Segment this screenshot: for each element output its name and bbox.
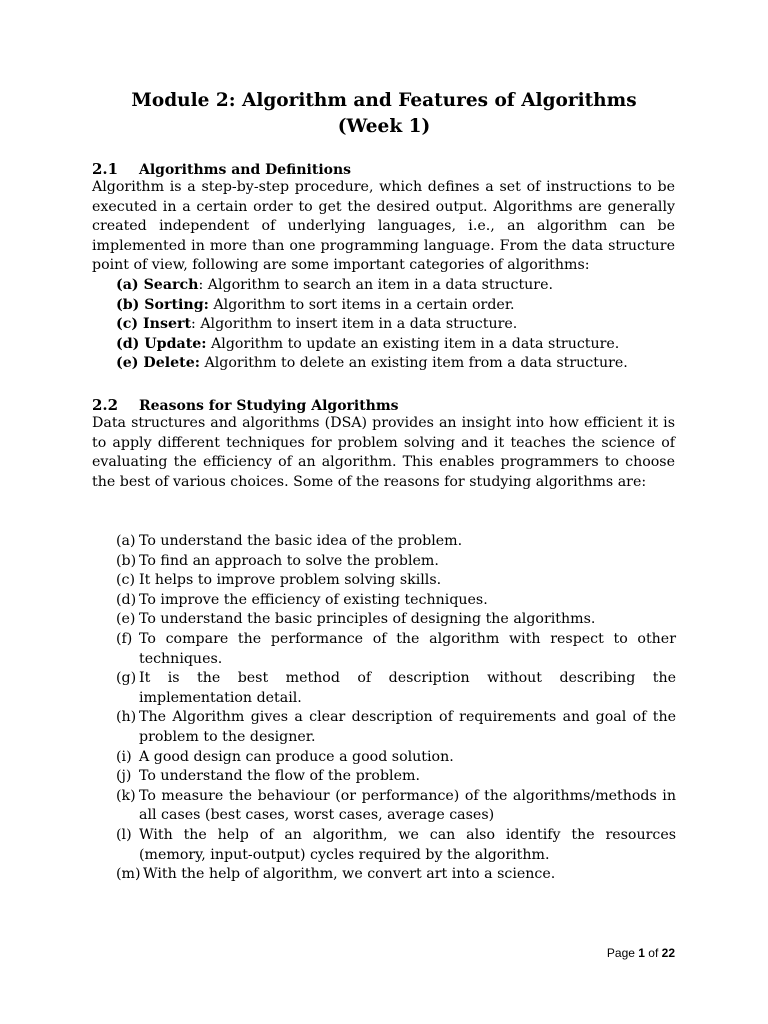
title-line-2: (Week 1)	[337, 116, 431, 137]
reason-text: To understand the basic idea of the problem.	[139, 533, 463, 549]
section-2-2-heading	[92, 396, 399, 414]
reason-text: With the help of an algorithm, we can also identify the resources (memory, input-output) cycles required by the algorithm.	[139, 826, 676, 863]
category-text: Algorithm to delete an existing item from a data structure.	[199, 355, 628, 372]
page-prefix: Page	[606, 946, 639, 960]
section-number: 2.1	[92, 160, 119, 178]
category-text: Algorithm to search an item in a data structure.	[203, 277, 553, 293]
reason-text: To measure the behaviour (or performance) of the algorithms/methods in all cases (best cases, worst cases, average cases)	[139, 787, 676, 824]
page-current: 1	[638, 946, 645, 960]
reason-label: (b)	[116, 552, 137, 569]
reason-text: To understand the flow of the problem.	[139, 768, 420, 785]
reason-text: It is the best method of description without describing the implementation detail.	[139, 670, 676, 706]
reason-item	[116, 865, 676, 885]
reason-label: (i)	[116, 748, 132, 765]
reason-text: To improve the efficiency of existing techniques.	[139, 591, 488, 608]
section-2-1-paragraph: Algorithm is a step-by-step procedure, which defines a set of instructions to be executed in a certain order to get the desired output. Algorithms are generally created independent of underlying languages, i.e., an algorithm can be implemented in more than one programming language. From the data structure point of view, following are some important categories of algorithms:	[92, 179, 675, 273]
reason-item	[116, 669, 676, 708]
reasons-list	[116, 532, 676, 885]
algorithm-categories-list	[116, 276, 676, 374]
reason-label: (g)	[116, 670, 137, 687]
reason-item	[116, 708, 676, 747]
reason-item	[116, 552, 676, 572]
reason-item	[116, 630, 676, 669]
reason-text: To understand the basic principles of designing the algorithms.	[139, 611, 596, 628]
category-text: Algorithm to update an existing item in a data structure.	[206, 335, 620, 352]
reason-label: (h)	[116, 709, 137, 726]
reason-item	[116, 787, 676, 826]
reason-text: It helps to improve problem solving skills.	[139, 572, 442, 589]
category-label: (d) Update:	[116, 335, 207, 352]
reason-text: The Algorithm gives a clear description of requirements and goal of the problem to the designer.	[139, 709, 676, 745]
category-item	[116, 276, 676, 296]
category-item	[116, 335, 676, 355]
category-item	[116, 296, 676, 316]
reason-label: (k)	[116, 787, 136, 804]
category-label: (b) Sorting:	[116, 296, 209, 313]
section-title: Algorithms and Definitions	[139, 162, 352, 178]
reason-label: (m)	[116, 866, 141, 883]
reason-item	[116, 748, 676, 768]
reason-text: To compare the performance of the algorithm with respect to other techniques.	[139, 630, 676, 667]
page-middle: of	[644, 946, 662, 960]
category-text: Algorithm to insert item in a data structure.	[195, 316, 518, 333]
reason-item	[116, 826, 676, 865]
category-item	[116, 354, 676, 374]
reason-text: With the help of algorithm, we convert art into a science.	[143, 866, 556, 883]
page-total: 22	[661, 946, 675, 960]
reason-item	[116, 767, 676, 787]
reason-label: (a)	[116, 533, 136, 549]
reason-label: (c)	[116, 572, 136, 589]
reason-text: To find an approach to solve the problem.	[139, 552, 439, 569]
category-label: (a) Search:	[116, 277, 204, 293]
section-number: 2.2	[92, 396, 119, 414]
category-label: (e) Delete:	[116, 355, 200, 372]
reason-item	[116, 591, 676, 611]
section-2-2-paragraph: Data structures and algorithms (DSA) provides an insight into how efficient it is to apply different techniques for problem solving and it teaches the science of evaluating the efficiency of an algorithm. This enables programmers to choose the best of various choices. Some of the reasons for studying algorithms are:	[92, 415, 675, 490]
category-label: (c) Insert:	[116, 316, 196, 333]
page-footer	[607, 946, 675, 960]
title-line-1: Module 2: Algorithm and Features of Algorithms	[131, 90, 637, 111]
reason-item	[116, 610, 676, 630]
section-2-1-heading	[92, 160, 351, 178]
reason-label: (f)	[116, 630, 133, 647]
reason-item	[116, 532, 676, 552]
category-text: Algorithm to sort items in a certain order.	[208, 296, 515, 313]
category-item	[116, 315, 676, 335]
page-title	[60, 88, 708, 140]
reason-label: (d)	[116, 591, 137, 608]
reason-label: (j)	[116, 768, 132, 785]
section-title: Reasons for Studying Algorithms	[139, 398, 399, 414]
reason-text: A good design can produce a good solution.	[139, 748, 454, 765]
reason-item	[116, 571, 676, 591]
reason-label: (e)	[116, 611, 136, 628]
reason-label: (l)	[116, 826, 132, 843]
